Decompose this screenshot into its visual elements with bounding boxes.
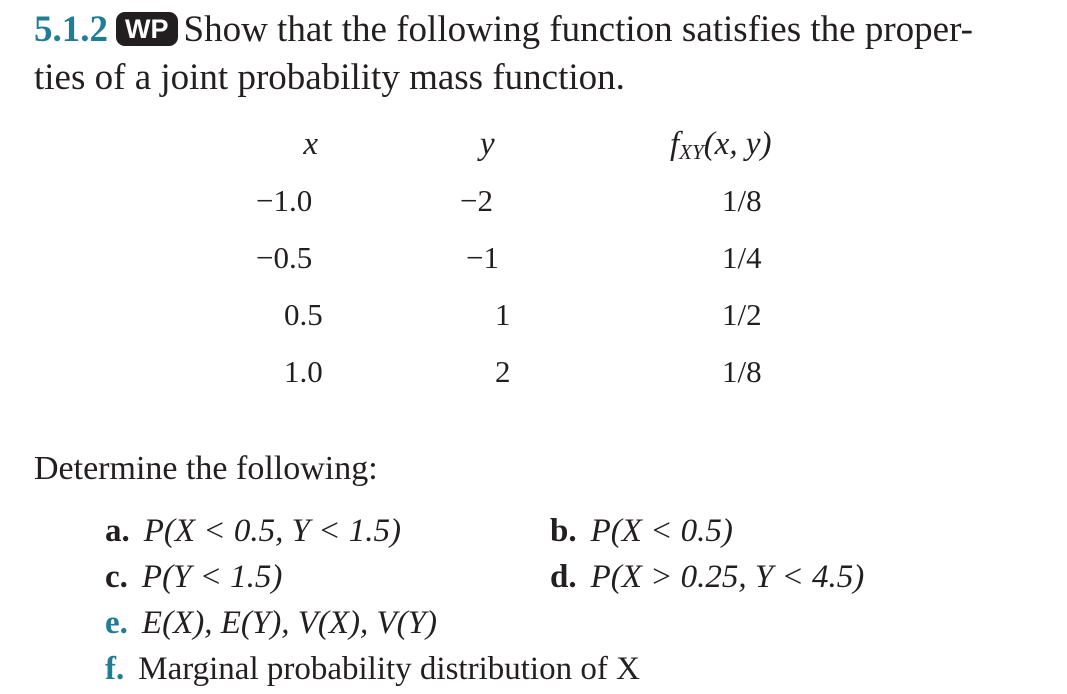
part-f: [105, 646, 640, 692]
question-parts: [105, 508, 1055, 692]
part-a-label: a.: [105, 513, 130, 549]
parts-row-cd: [105, 554, 1055, 600]
table-row: [200, 354, 840, 411]
determine-heading: Determine the following:: [34, 450, 378, 487]
cell-x: −0.5: [256, 240, 313, 275]
problem-text-line2: ties of a joint probability mass function.: [34, 57, 625, 98]
table-row: [200, 297, 840, 354]
cell-y: −2: [460, 183, 493, 218]
table-header-row: [200, 126, 840, 183]
part-b-label: b.: [550, 513, 577, 549]
part-d-label: d.: [550, 559, 577, 595]
part-f-label: f.: [105, 651, 125, 687]
header-f-sub: XY: [679, 140, 704, 164]
part-e-expr: E(X), E(Y), V(X), V(Y): [141, 605, 437, 641]
cell-x: 0.5: [284, 297, 323, 332]
joint-pmf-table: [200, 126, 840, 411]
cell-f: 1/2: [722, 297, 762, 332]
part-c-label: c.: [105, 559, 128, 595]
cell-x: −1.0: [256, 183, 313, 218]
header-f-main: f: [670, 126, 680, 162]
part-c-expr: P(Y < 1.5): [141, 559, 283, 595]
part-a-expr: P(X < 0.5, Y < 1.5): [143, 513, 401, 549]
part-c: [105, 554, 282, 600]
part-e: [105, 600, 437, 646]
problem-number: 5.1.2: [34, 9, 108, 50]
parts-row-ab: [105, 508, 1055, 554]
cell-y: −1: [466, 240, 499, 275]
part-e-label: e.: [105, 605, 128, 641]
cell-x: 1.0: [284, 354, 323, 389]
cell-f: 1/8: [722, 354, 762, 389]
parts-row-f: [105, 646, 1055, 692]
part-f-expr: Marginal probability distribution of X: [138, 651, 640, 687]
problem-statement: [34, 6, 1054, 102]
cell-y: 2: [495, 354, 511, 389]
cell-f: 1/8: [722, 183, 762, 218]
part-d-expr: P(X > 0.25, Y < 4.5): [590, 559, 865, 595]
part-b-expr: P(X < 0.5): [590, 513, 733, 549]
part-b: [550, 508, 733, 554]
table-row: [200, 240, 840, 297]
problem-text-line1: Show that the following function satisfies the proper-: [183, 9, 973, 50]
header-x: x: [303, 126, 318, 162]
parts-row-e: [105, 600, 1055, 646]
cell-y: 1: [495, 297, 511, 332]
part-a: [105, 508, 401, 554]
table-row: [200, 183, 840, 240]
header-fxy: [670, 126, 771, 165]
header-f-args: (x, y): [703, 126, 772, 162]
cell-f: 1/4: [722, 240, 762, 275]
wp-badge: WP: [116, 12, 178, 46]
header-y: y: [480, 126, 495, 162]
part-d: [550, 554, 864, 600]
